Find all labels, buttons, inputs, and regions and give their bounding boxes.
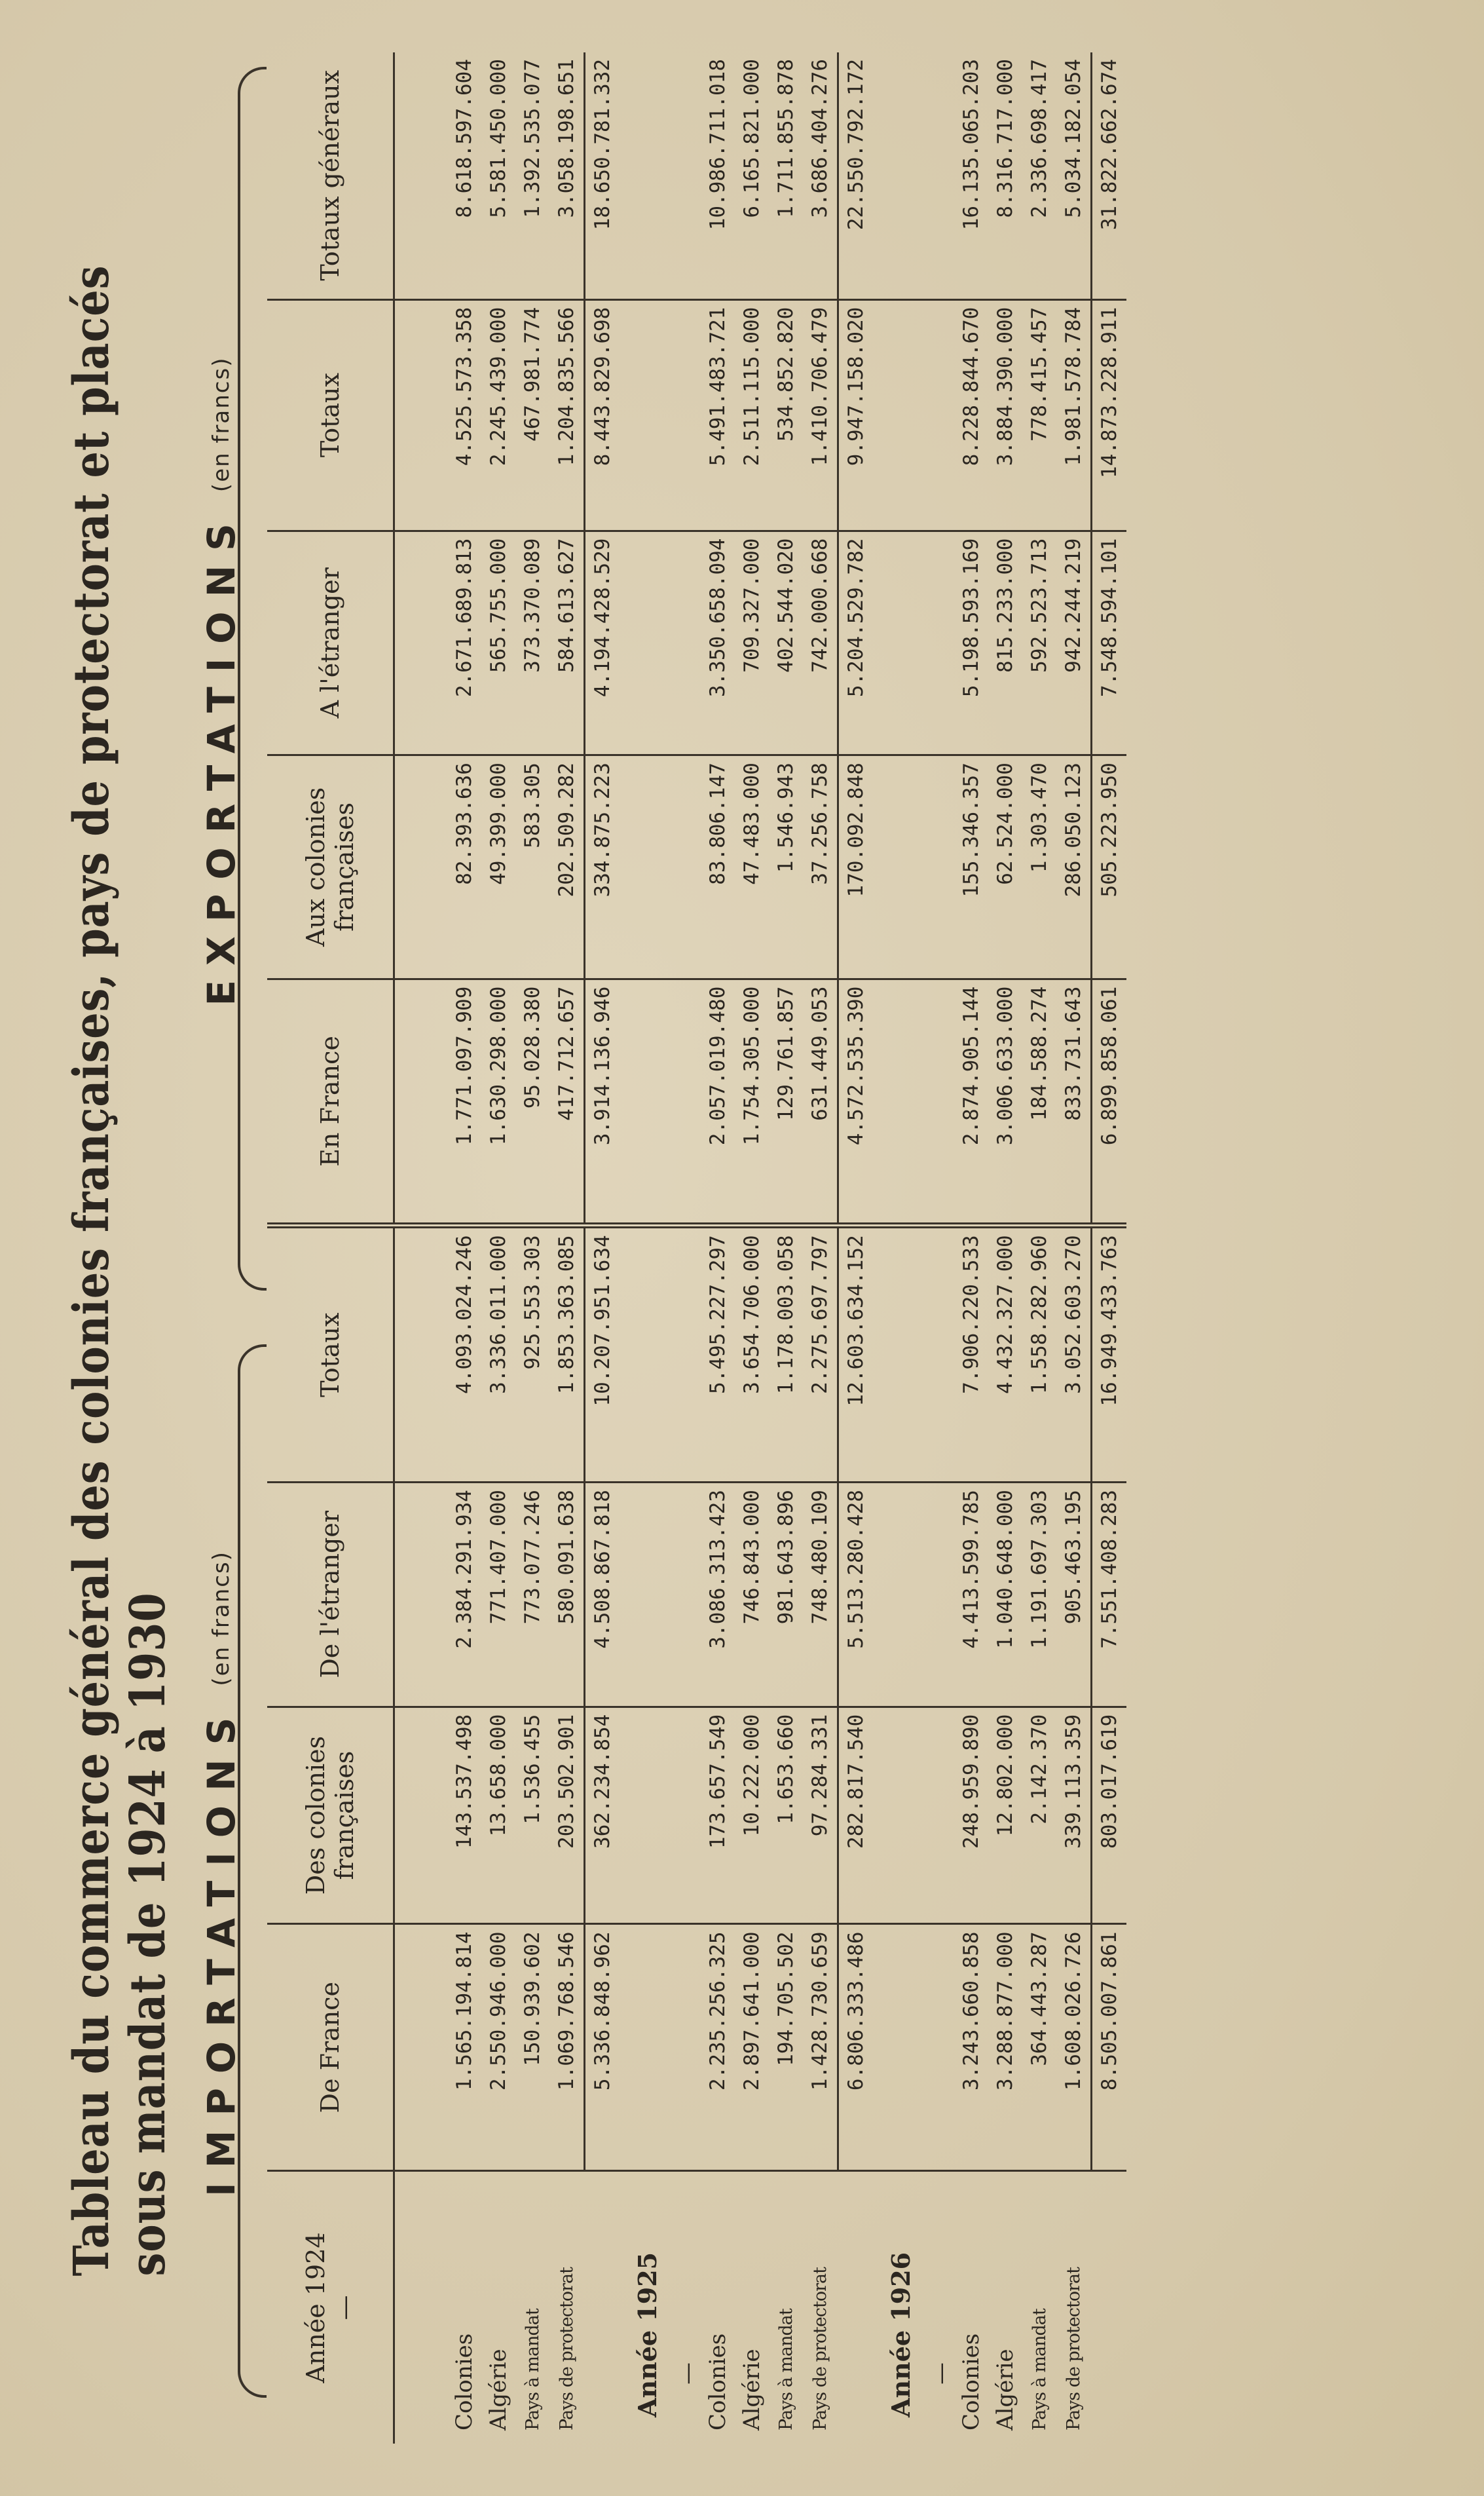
cell: 3.654.706.000 [735, 1226, 769, 1483]
total-cell: 170.092.848 [838, 755, 874, 979]
total-cell: 7.551.408.283 [1092, 1483, 1127, 1707]
cell: 1.536.455 [515, 1707, 549, 1924]
cell: 5.491.483.721 [701, 299, 735, 531]
cell: 631.449.053 [803, 979, 838, 1226]
total-cell: 18.650.781.332 [585, 52, 620, 299]
cell: 184.588.274 [1022, 979, 1056, 1226]
total-cell: 6.806.333.486 [838, 1924, 874, 2171]
cell: 1.410.706.479 [803, 299, 838, 531]
year-row [620, 52, 675, 2444]
cell: 2.550.946.000 [481, 1924, 515, 2171]
cell: 286.050.123 [1056, 755, 1092, 979]
cell: 534.852.820 [769, 299, 803, 531]
table-row [735, 52, 769, 2444]
table-row [803, 52, 838, 2444]
cell: 3.243.660.858 [954, 1924, 988, 2171]
total-cell: 8.443.829.698 [585, 299, 620, 531]
cell: 49.399.000 [481, 755, 515, 979]
col-imp-colonies: Des colonies françaises [267, 1707, 394, 1924]
total-cell: 5.204.529.782 [838, 531, 874, 755]
cell: 584.613.627 [549, 531, 585, 755]
cell: 10.222.000 [735, 1707, 769, 1924]
total-cell: 334.875.223 [585, 755, 620, 979]
total-cell: 282.817.540 [838, 1707, 874, 1924]
total-row [838, 52, 874, 2444]
cell: 364.443.287 [1022, 1924, 1056, 2171]
total-cell: 4.508.867.818 [585, 1483, 620, 1707]
total-cell: 12.603.634.152 [838, 1226, 874, 1483]
cell: 3.288.877.000 [988, 1924, 1022, 2171]
cell: 467.981.774 [515, 299, 549, 531]
cell: 4.413.599.785 [954, 1483, 988, 1707]
cell: 1.981.578.784 [1056, 299, 1092, 531]
total-cell: 3.914.136.946 [585, 979, 620, 1226]
cell: 97.284.331 [803, 1707, 838, 1924]
cell: 748.480.109 [803, 1483, 838, 1707]
cell: 5.581.450.000 [481, 52, 515, 299]
cell: 3.058.198.651 [549, 52, 585, 299]
cell: 339.113.359 [1056, 1707, 1092, 1924]
table-row [481, 52, 515, 2444]
col-imp-totaux: Totaux [267, 1226, 394, 1483]
cell: 592.523.713 [1022, 531, 1056, 755]
cell: 1.040.648.000 [988, 1483, 1022, 1707]
cell: 417.712.657 [549, 979, 585, 1226]
cell: 83.806.147 [701, 755, 735, 979]
cell: 942.244.219 [1056, 531, 1092, 755]
exportations-bracket [238, 67, 267, 1291]
total-cell: 6.899.858.061 [1092, 979, 1127, 1226]
row-label: Colonies [958, 2333, 984, 2430]
cell: 1.608.026.726 [1056, 1924, 1092, 2171]
cell: 580.091.638 [549, 1483, 585, 1707]
total-cell: 5.513.280.428 [838, 1483, 874, 1707]
cell: 1.428.730.659 [803, 1924, 838, 2171]
cell: 815.233.000 [988, 531, 1022, 755]
cell: 402.544.020 [769, 531, 803, 755]
cell: 6.165.821.000 [735, 52, 769, 299]
table-row [954, 52, 988, 2444]
total-row [1092, 52, 1127, 2444]
cell: 1.711.855.878 [769, 52, 803, 299]
col-imp-etranger: De l'étranger [267, 1483, 394, 1707]
cell: 778.415.457 [1022, 299, 1056, 531]
total-cell: 9.947.158.020 [838, 299, 874, 531]
cell: 4.525.573.358 [447, 299, 481, 531]
total-cell: 16.949.433.763 [1092, 1226, 1127, 1483]
row-label: Pays de protectorat [810, 2267, 831, 2430]
cell: 773.077.246 [515, 1483, 549, 1707]
cell: 8.228.844.670 [954, 299, 988, 531]
cell: 2.671.689.813 [447, 531, 481, 755]
cell: 3.884.390.000 [988, 299, 1022, 531]
row-label: Colonies [705, 2333, 731, 2430]
col-imp-france: De France [267, 1924, 394, 2171]
cell: 1.178.003.058 [769, 1226, 803, 1483]
cell: 5.495.227.297 [701, 1226, 735, 1483]
cell: 746.843.000 [735, 1483, 769, 1707]
cell: 833.731.643 [1056, 979, 1092, 1226]
cell: 143.537.498 [447, 1707, 481, 1924]
col-exp-france: En France [267, 979, 394, 1226]
col-exp-totaux: Totaux [267, 299, 394, 531]
table-row [1022, 52, 1056, 2444]
cell: 925.553.303 [515, 1226, 549, 1483]
year-row [873, 52, 928, 2444]
cell: 5.034.182.054 [1056, 52, 1092, 299]
total-cell: 5.336.848.962 [585, 1924, 620, 2171]
cell: 16.135.065.203 [954, 52, 988, 299]
cell: 1.630.298.000 [481, 979, 515, 1226]
cell: 7.906.220.533 [954, 1226, 988, 1483]
table-row [447, 52, 481, 2444]
table-row [1056, 52, 1092, 2444]
cell: 565.755.000 [481, 531, 515, 755]
year-label: Année 1926 [885, 2252, 916, 2417]
col-totaux-generaux: Totaux généraux [267, 52, 394, 299]
cell: 2.235.256.325 [701, 1924, 735, 2171]
cell: 3.686.404.276 [803, 52, 838, 299]
cell: 709.327.000 [735, 531, 769, 755]
header-row [267, 52, 394, 2444]
cell: 13.658.000 [481, 1707, 515, 1924]
year-dash: — [675, 2362, 701, 2385]
total-cell: 8.505.007.861 [1092, 1924, 1127, 2171]
table-row [701, 52, 735, 2444]
row-label: Pays à mandat [522, 2309, 543, 2430]
cell: 771.407.000 [481, 1483, 515, 1707]
rotated-table-sheet [64, 52, 1433, 2444]
cell: 8.618.597.604 [447, 52, 481, 299]
total-cell: 505.223.950 [1092, 755, 1127, 979]
table-row [988, 52, 1022, 2444]
cell: 3.052.603.270 [1056, 1226, 1092, 1483]
cell: 4.432.327.000 [988, 1226, 1022, 1483]
cell: 82.393.636 [447, 755, 481, 979]
total-cell: 10.207.951.634 [585, 1226, 620, 1483]
total-cell: 4.572.535.390 [838, 979, 874, 1226]
year-1924-dash: — [330, 2295, 359, 2320]
cell: 1.754.305.000 [735, 979, 769, 1226]
dash-row [675, 52, 701, 2444]
cell: 2.336.698.417 [1022, 52, 1056, 299]
row-label: Colonies [451, 2333, 477, 2430]
cell: 1.565.194.814 [447, 1924, 481, 2171]
spacer-row [394, 52, 448, 2444]
year-label: Année 1925 [632, 2252, 662, 2417]
cell: 155.346.357 [954, 755, 988, 979]
cell: 150.939.602 [515, 1924, 549, 2171]
total-cell: 362.234.854 [585, 1707, 620, 1924]
cell: 905.463.195 [1056, 1483, 1092, 1707]
cell: 373.370.089 [515, 531, 549, 755]
row-label: Pays de protectorat [1064, 2267, 1085, 2430]
cell: 173.657.549 [701, 1707, 735, 1924]
col-year-1924 [267, 2171, 394, 2444]
cell: 2.245.439.000 [481, 299, 515, 531]
row-label: Algérie [739, 2349, 765, 2430]
cell: 3.006.633.000 [988, 979, 1022, 1226]
cell: 1.191.697.303 [1022, 1483, 1056, 1707]
row-label: Algérie [485, 2349, 511, 2430]
exportations-unit: (en francs) [208, 356, 234, 493]
importations-bracket [238, 1344, 267, 2398]
total-cell: 14.873.228.911 [1092, 299, 1127, 531]
cell: 1.303.470 [1022, 755, 1056, 979]
dash-row [928, 52, 954, 2444]
cell: 2.275.697.797 [803, 1226, 838, 1483]
cell: 10.986.711.018 [701, 52, 735, 299]
total-cell: 4.194.428.529 [585, 531, 620, 755]
cell: 1.069.768.546 [549, 1924, 585, 2171]
cell: 1.204.835.566 [549, 299, 585, 531]
total-cell: 31.822.662.674 [1092, 52, 1127, 299]
cell: 1.546.943 [769, 755, 803, 979]
cell: 1.771.097.909 [447, 979, 481, 1226]
cell: 3.336.011.000 [481, 1226, 515, 1483]
cell: 202.509.282 [549, 755, 585, 979]
cell: 1.558.282.960 [1022, 1226, 1056, 1483]
cell: 62.524.000 [988, 755, 1022, 979]
commerce-table [267, 52, 1126, 2444]
cell: 2.057.019.480 [701, 979, 735, 1226]
col-exp-colonies: Aux colonies françaises [267, 755, 394, 979]
table-body [394, 52, 1127, 2444]
row-label: Pays de protectorat [557, 2267, 578, 2430]
year-dash: — [928, 2362, 954, 2385]
cell: 981.643.896 [769, 1483, 803, 1707]
cell: 95.028.380 [515, 979, 549, 1226]
cell: 3.086.313.423 [701, 1483, 735, 1707]
cell: 8.316.717.000 [988, 52, 1022, 299]
total-cell: 803.017.619 [1092, 1707, 1127, 1924]
cell: 248.959.890 [954, 1707, 988, 1924]
cell: 129.761.857 [769, 979, 803, 1226]
cell: 37.256.758 [803, 755, 838, 979]
col-exp-etranger: A l'étranger [267, 531, 394, 755]
table-row [515, 52, 549, 2444]
cell: 583.305 [515, 755, 549, 979]
cell: 5.198.593.169 [954, 531, 988, 755]
cell: 12.802.000 [988, 1707, 1022, 1924]
row-label: Pays à mandat [775, 2309, 796, 2430]
total-cell: 7.548.594.101 [1092, 531, 1127, 755]
cell: 1.392.535.077 [515, 52, 549, 299]
cell: 1.853.363.085 [549, 1226, 585, 1483]
row-label: Pays à mandat [1029, 2309, 1050, 2430]
row-label: Algérie [992, 2349, 1018, 2430]
cell: 4.093.024.246 [447, 1226, 481, 1483]
importations-unit: (en francs) [208, 1551, 234, 1686]
total-cell: 22.550.792.172 [838, 52, 874, 299]
cell: 203.502.901 [549, 1707, 585, 1924]
cell: 47.483.000 [735, 755, 769, 979]
cell: 194.705.502 [769, 1924, 803, 2171]
cell: 2.142.370 [1022, 1707, 1056, 1924]
cell: 2.511.115.000 [735, 299, 769, 531]
table-row [549, 52, 585, 2444]
page-title: Tableau du commerce général des colonies françaises, pays de protectorat et placés sous mandat de 1924 à 1930 [64, 265, 176, 2277]
cell: 3.350.658.094 [701, 531, 735, 755]
total-row [585, 52, 620, 2444]
cell: 2.384.291.934 [447, 1483, 481, 1707]
importations-label: IMPORTATIONS [199, 1703, 244, 2197]
table-row [769, 52, 803, 2444]
cell: 2.874.905.144 [954, 979, 988, 1226]
cell: 1.653.660 [769, 1707, 803, 1924]
cell: 742.000.668 [803, 531, 838, 755]
year-1924-label: Année 1924 [301, 2232, 330, 2383]
cell: 2.897.641.000 [735, 1924, 769, 2171]
exportations-label: EXPORTATIONS [199, 509, 244, 1006]
